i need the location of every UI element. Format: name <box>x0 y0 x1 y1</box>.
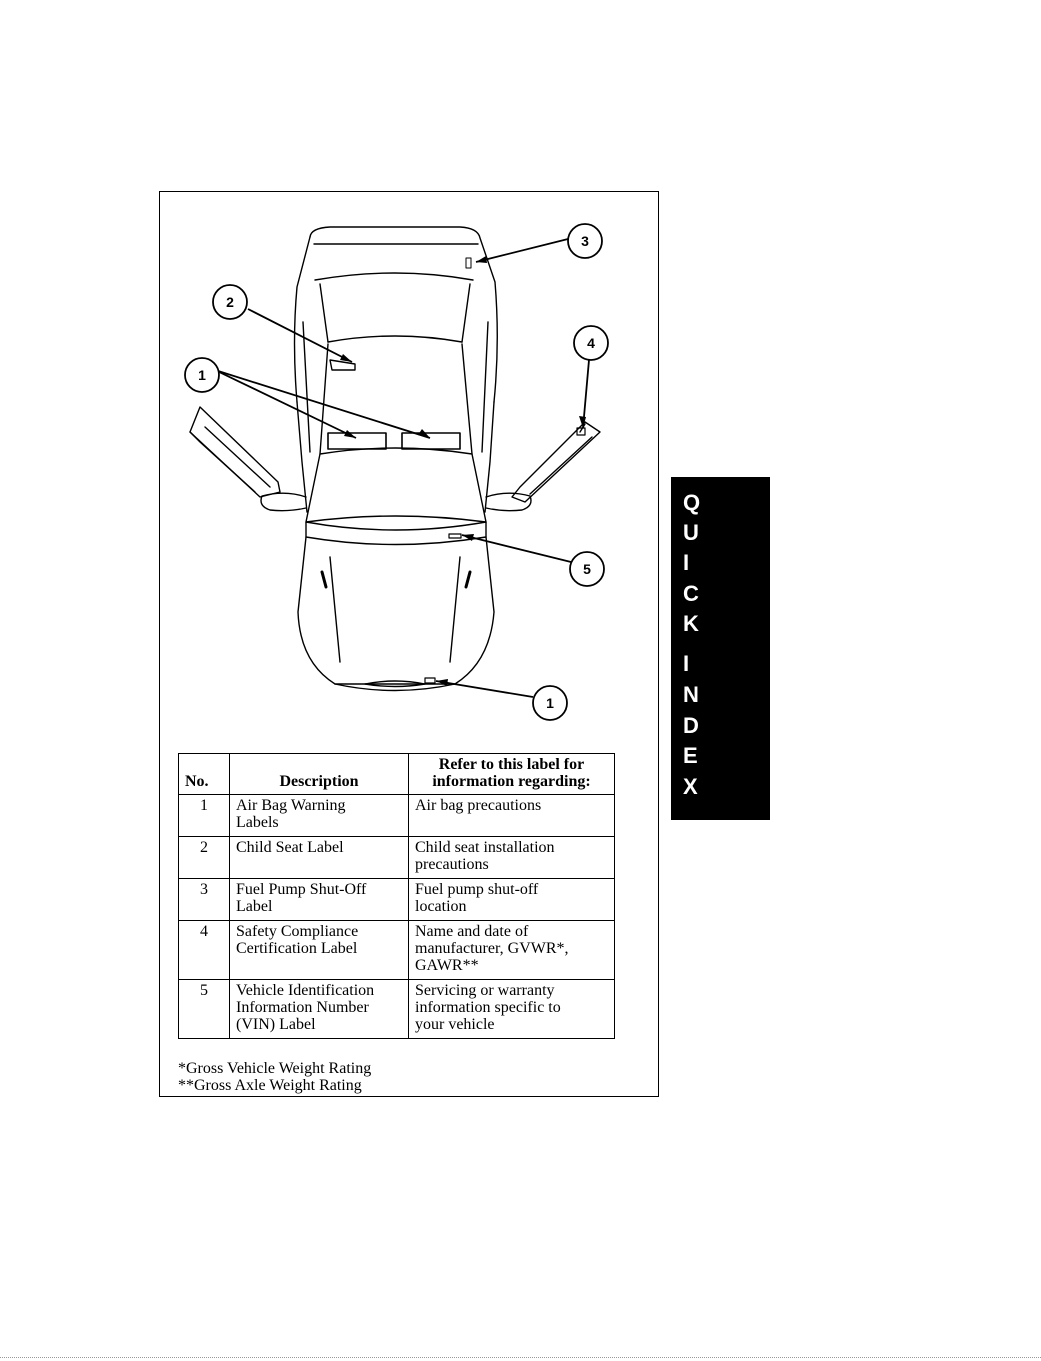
info-line: information specific to <box>415 999 561 1016</box>
description-line: Safety Compliance <box>236 923 359 940</box>
info-line: Air bag precautions <box>415 797 542 814</box>
tab-letter: U <box>683 520 699 545</box>
description-line: Certification Label <box>236 940 358 957</box>
header-no: No. <box>179 754 230 795</box>
callout-3-number: 3 <box>581 233 589 249</box>
callout-3 <box>568 224 602 258</box>
tab-letter: K <box>683 611 699 636</box>
footnotes <box>178 1060 371 1094</box>
info-line: Child seat installation <box>415 839 555 856</box>
footnote-gawr: **Gross Axle Weight Rating <box>178 1077 362 1094</box>
tab-letter: C <box>683 581 699 606</box>
description-line: Labels <box>236 814 279 831</box>
airbag-label-right <box>402 433 460 449</box>
label-table <box>178 753 615 1039</box>
callout-4-number: 4 <box>587 335 595 351</box>
footnote-gvwr: *Gross Vehicle Weight Rating <box>178 1060 372 1077</box>
table-row <box>179 921 615 980</box>
row-info <box>409 837 615 879</box>
header-refer <box>409 754 615 795</box>
callout-1-bottom <box>533 686 567 720</box>
info-line: your vehicle <box>415 1016 495 1033</box>
row-info <box>409 879 615 921</box>
description-line: Fuel Pump Shut-Off <box>236 881 367 898</box>
header-description: Description <box>230 754 409 795</box>
row-description <box>230 837 409 879</box>
tab-letter: I <box>683 550 690 575</box>
figure-frame <box>159 191 659 1097</box>
header-refer-line2: information regarding: <box>432 773 591 790</box>
car-body-outline-right <box>310 227 497 402</box>
info-line: Servicing or warranty <box>415 982 555 999</box>
row-info <box>409 980 615 1039</box>
hood <box>298 537 494 684</box>
info-line: manufacturer, GVWR*, <box>415 940 569 957</box>
tab-letter: N <box>683 682 699 707</box>
info-line: precautions <box>415 856 489 873</box>
row-number: 3 <box>179 879 230 921</box>
row-number: 4 <box>179 921 230 980</box>
row-description <box>230 795 409 837</box>
row-info <box>409 795 615 837</box>
callout-1-top <box>185 358 219 392</box>
bottom-dotted-rule <box>0 1357 1041 1358</box>
row-number: 5 <box>179 980 230 1039</box>
description-line: Vehicle Identification <box>236 982 375 999</box>
windshield <box>306 448 486 522</box>
row-description <box>230 879 409 921</box>
header-refer-line1: Refer to this label for <box>438 756 585 773</box>
callout-2-number: 2 <box>226 294 234 310</box>
table-row <box>179 837 615 879</box>
right-door-open <box>512 422 600 502</box>
callout-5 <box>570 552 604 586</box>
callout-2 <box>213 285 247 319</box>
row-description <box>230 980 409 1039</box>
row-info <box>409 921 615 980</box>
table-row <box>179 980 615 1039</box>
table-row <box>179 795 615 837</box>
row-number: 1 <box>179 795 230 837</box>
row-description <box>230 921 409 980</box>
tab-letter: X <box>683 774 698 799</box>
rear-window <box>328 336 462 342</box>
tab-letter: D <box>683 713 699 738</box>
description-line: Child Seat Label <box>236 839 344 856</box>
callout-1-number: 1 <box>198 367 206 383</box>
description-line: Air Bag Warning <box>236 797 346 814</box>
info-line: Fuel pump shut-off <box>415 881 539 898</box>
callout-leaders <box>215 239 589 697</box>
tab-letter: E <box>683 743 698 768</box>
description-line: Information Number <box>236 999 369 1016</box>
table-header-row <box>179 754 615 795</box>
row-number: 2 <box>179 837 230 879</box>
tab-letter: I <box>683 651 690 676</box>
rear-window-edge <box>315 273 473 280</box>
tab-letter: Q <box>683 490 701 515</box>
description-line: (VIN) Label <box>236 1016 316 1033</box>
callout-4 <box>574 326 608 360</box>
airbag-label-left <box>328 433 386 449</box>
table-row <box>179 879 615 921</box>
info-line: GAWR** <box>415 957 479 974</box>
info-line: location <box>415 898 467 915</box>
info-line: Name and date of <box>415 923 529 940</box>
car-body-outline-left <box>295 237 311 402</box>
car-top-view-diagram <box>160 192 660 752</box>
description-line: Label <box>236 898 273 915</box>
callout-1-bottom-number: 1 <box>546 695 554 711</box>
quick-index-tab[interactable] <box>671 477 770 820</box>
callout-5-number: 5 <box>583 561 591 577</box>
